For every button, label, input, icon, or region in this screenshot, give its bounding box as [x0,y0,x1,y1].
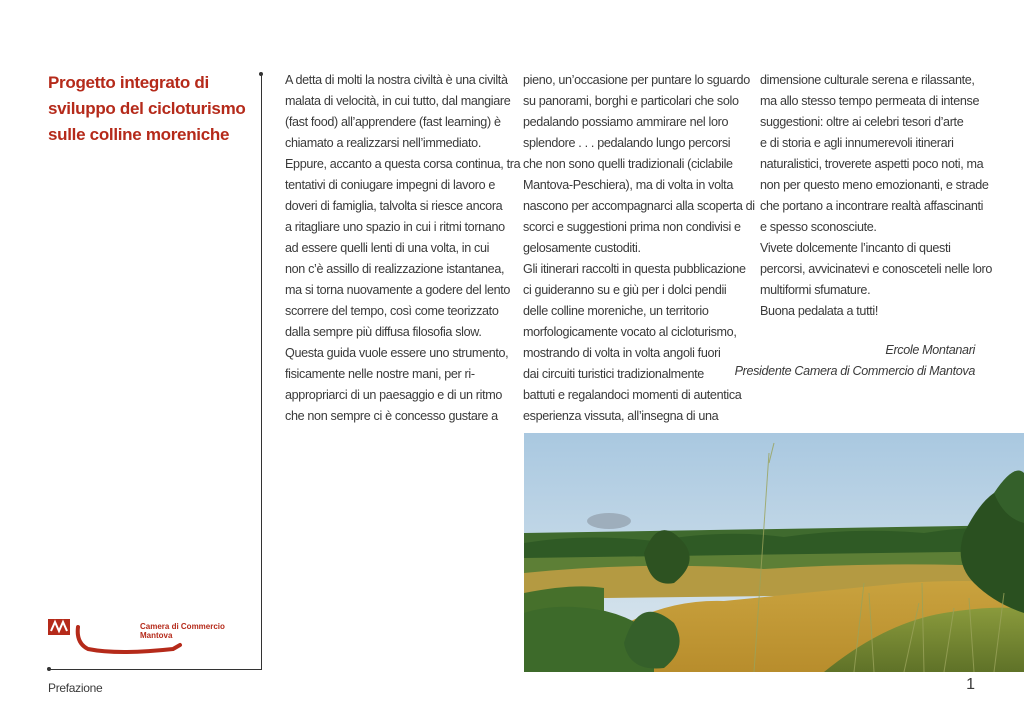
text-column-3 [760,70,993,322]
text-column-1 [285,70,521,427]
text-line: e di storia e agli innumerevoli itinerari [760,136,954,150]
text-line: che portano a incontrare realtà affascinanti [760,199,984,213]
chamber-of-commerce-logo [48,619,225,659]
text-line: pedalando possiamo ammirare nel loro [523,115,729,129]
text-line: appropriarci di un paesaggio e di un ritmo [285,388,503,402]
vertical-divider [261,74,262,670]
page-title [48,70,248,148]
text-line: Eppure, accanto a questa corsa continua, tra [285,157,521,171]
text-line: e spesso sconosciute. [760,220,877,234]
text-line: doveri di famiglia, talvolta si riesce ancora [285,199,503,213]
text-line: percorsi, avvicinatevi e conosceteli nelle loro [760,262,993,276]
text-line: mostrando di volta in volta angoli fuori [523,346,721,360]
text-line: che non sono quelli tradizionali (ciclabile [523,157,733,171]
page-number: 1 [966,676,975,693]
text-line: Questa guida vuole essere uno strumento, [285,346,509,360]
text-line: (fast food) all’apprendere (fast learning) è [285,115,501,129]
title-line: sulle colline moreniche [48,125,230,144]
text-line: su panorami, borghi e particolari che solo [523,94,739,108]
landscape-photo [524,433,1024,672]
section-label: Prefazione [48,681,103,695]
text-line: fisicamente nelle nostre mani, per ri- [285,367,475,381]
text-line: delle colline moreniche, un territorio [523,304,709,318]
signature-role: Presidente Camera di Commercio di Mantova [734,364,975,378]
logo-text-line: Mantova [140,631,173,640]
text-line: ma si torna nuovamente a godere del lento [285,283,511,297]
title-line: sviluppo del cicloturismo [48,99,246,118]
text-line: Mantova-Peschiera), ma di volta in volta [523,178,733,192]
signature [735,340,975,382]
text-column-2 [523,70,755,427]
text-line: ci guideranno su e giù per i dolci pendii [523,283,727,297]
text-line: Gli itinerari raccolti in questa pubblicazione [523,262,746,276]
text-line: tentativi di coniugare impegni di lavoro e [285,178,496,192]
text-line: non c’è assillo di realizzazione istantanea, [285,262,505,276]
text-line: battuti e regalandoci momenti di autentica [523,388,742,402]
text-line: splendore . . . pedalando lungo percorsi [523,136,731,150]
text-line: morfologicamente vocato al cicloturismo, [523,325,737,339]
text-line: Buona pedalata a tutti! [760,304,878,318]
text-line: suggestioni: oltre ai celebri tesori d’arte [760,115,964,129]
text-line: scorci e suggestioni prima non condivisi e [523,220,741,234]
text-line: non per questo meno emozionanti, e strade [760,178,989,192]
horizontal-divider [48,669,262,670]
text-line: dalla sempre più diffusa filosofia slow. [285,325,482,339]
divider-dot [47,667,51,671]
text-line: che non sempre ci è concesso gustare a [285,409,498,423]
text-line: ma allo stesso tempo permeata di intense [760,94,980,108]
logo-text-line: Camera di Commercio [140,622,225,631]
signature-name: Ercole Montanari [885,343,975,357]
landscape-illustration [524,433,1024,672]
text-line: malata di velocità, in cui tutto, dal mangiare [285,94,511,108]
text-line: nascono per accompagnarci alla scoperta di [523,199,755,213]
text-line: scorrere del tempo, così come teorizzato [285,304,499,318]
text-line: gelosamente custoditi. [523,241,641,255]
text-line: pieno, un’occasione per puntare lo sguardo [523,73,750,87]
text-line: dimensione culturale serena e rilassante, [760,73,975,87]
text-line: dai circuiti turistici tradizionalmente [523,367,704,381]
text-line: esperienza vissuta, all’insegna di una [523,409,719,423]
text-line: chiamato a realizzarsi nell’immediato. [285,136,481,150]
title-line: Progetto integrato di [48,73,209,92]
text-line: Vivete dolcemente l’incanto di questi [760,241,951,255]
divider-dot [259,72,263,76]
text-line: A detta di molti la nostra civiltà è una civiltà [285,73,508,87]
text-line: a ritagliare uno spazio in cui i ritmi tornano [285,220,505,234]
text-line: naturalistici, troverete aspetti poco noti, ma [760,157,984,171]
text-line: multiformi sfumature. [760,283,871,297]
text-line: ad essere quelli lenti di una volta, in cui [285,241,490,255]
